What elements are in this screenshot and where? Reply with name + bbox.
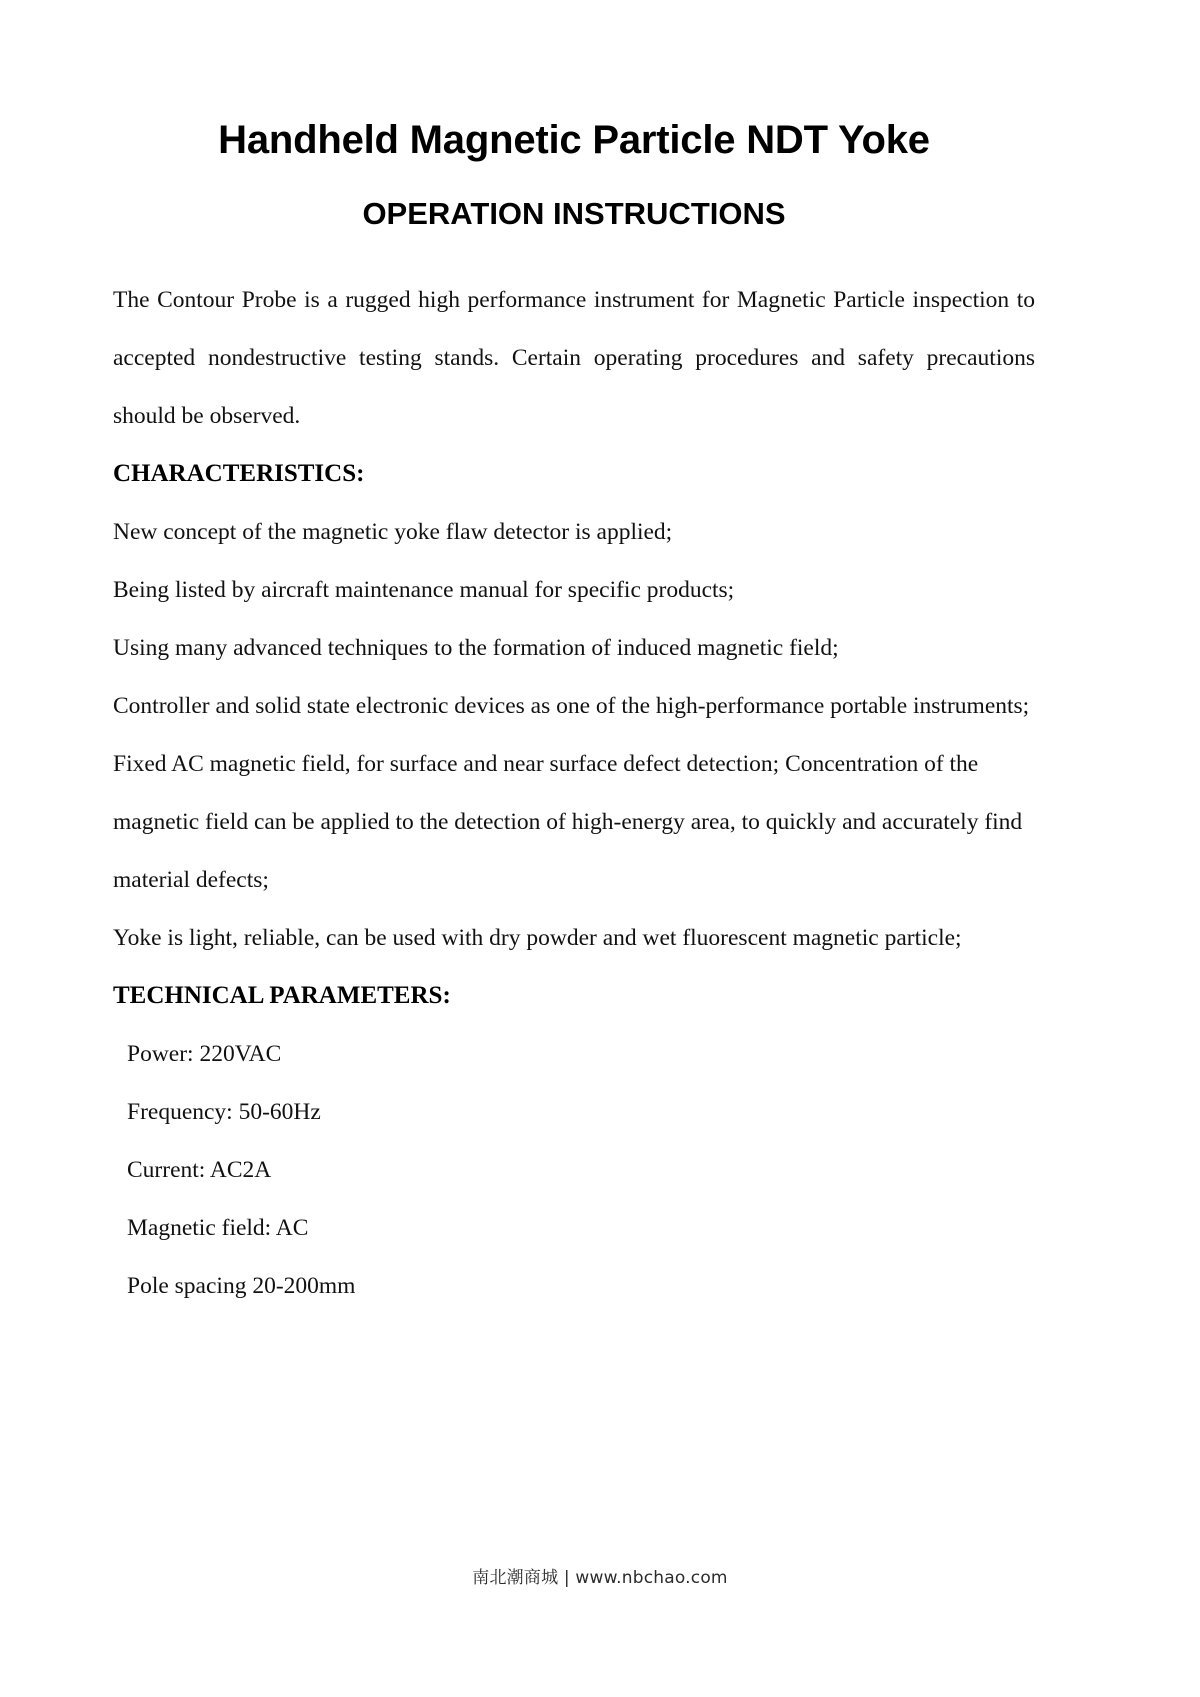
characteristic-item: Controller and solid state electronic devices as one of the high-performance portable instruments; bbox=[113, 693, 1030, 720]
characteristic-item: Fixed AC magnetic field, for surface and near surface defect detection; Concentration of the magnetic field can be applied to the detection of high-energy area, to quickly and accurately find material defects; bbox=[113, 751, 1023, 894]
characteristic-item: New concept of the magnetic yoke flaw detector is applied; bbox=[113, 519, 673, 546]
page-footer-watermark: 南北潮商城 | www.nbchao.com bbox=[472, 1568, 728, 1588]
document-body bbox=[113, 271, 1035, 1315]
section-heading-technical-parameters: TECHNICAL PARAMETERS: bbox=[113, 982, 451, 1010]
parameter-item-pole-spacing: Pole spacing 20-200mm bbox=[127, 1273, 356, 1300]
characteristic-item: Yoke is light, reliable, can be used with dry powder and wet fluorescent magnetic particle; bbox=[113, 925, 962, 952]
page-title: Handheld Magnetic Particle NDT Yoke bbox=[218, 118, 930, 162]
characteristic-item: Being listed by aircraft maintenance manual for specific products; bbox=[113, 577, 735, 604]
parameter-item-magnetic-field: Magnetic field: AC bbox=[127, 1215, 309, 1242]
parameter-item-frequency: Frequency: 50-60Hz bbox=[127, 1099, 321, 1126]
parameter-item-power: Power: 220VAC bbox=[127, 1041, 282, 1068]
section-heading-characteristics: CHARACTERISTICS: bbox=[113, 460, 365, 488]
intro-paragraph: The Contour Probe is a rugged high performance instrument for Magnetic Particle inspection to accepted nondestructive testing stands. Certain operating procedures and safety precautions should be observed. bbox=[113, 287, 1035, 430]
characteristic-item: Using many advanced techniques to the formation of induced magnetic field; bbox=[113, 635, 839, 662]
page-subtitle: OPERATION INSTRUCTIONS bbox=[362, 196, 786, 231]
document-content bbox=[113, 0, 1035, 1315]
parameter-item-current: Current: AC2A bbox=[127, 1157, 272, 1184]
